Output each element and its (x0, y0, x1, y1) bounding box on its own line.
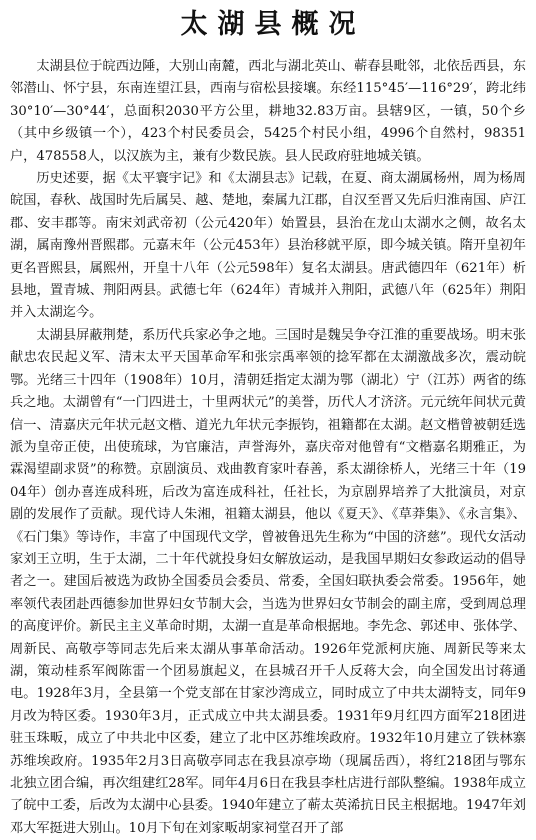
paragraph-location: 太湖县位于皖西边陲，大别山南麓，西北与湖北英山、蕲春县毗邻，北依岳西县，东邻潜山、怀宁县，东南连望江县，西南与宿松县接壤。东经115°45′—116°29′，跨北纬30°10′—30°44′，总面积2030平方公里，耕地32.83万亩。县辖9区，一镇，50个乡（其中乡级镇一个），423个村民委员会，5425个村民小组，4996个自然村，98351户，478558人，以汉族为主，兼有少数民族。县人民政府驻地城关镇。 (10, 59, 526, 164)
article-body (10, 56, 526, 840)
paragraph-history: 历史述要，据《太平寰宇记》和《太湖县志》记载，在夏、商太湖属杨州，周为杨周皖国，春秋、战国时先后属吴、越、楚地，秦属九江郡，自汉至晋又先后归淮南国、庐江郡、安丰郡等。南宋刘武帝初（公元420年）始置县，县治在龙山太湖水之侧，故名太湖，属南豫州晋熙郡。元嘉末年（公元453年）县治移就平原，即今城关镇。隋开皇初年更名晋熙县，属熙州，开皇十八年（公元598年）复名太湖县。唐武德四年（621年）析县地，置青城、荆阳两县。武德七年（624年）青城并入荆阳，武德八年（625年）荆阳并入太湖迄今。 (10, 171, 526, 321)
paragraph-military-and-people: 太湖县屏蔽荆楚，系历代兵家必争之地。三国时是魏吴争夺江淮的重要战场。明末张献忠农民起义军、清末太平天国革命军和张宗禹率领的捻军都在太湖激战多次，震动皖鄂。光绪三十四年（1908年）10月，清朝廷指定太湖为鄂（湖北）宁（江苏）两省的练兵之地。太湖曾有“一门四进士，十里两状元”的美誉，历代人才济济。元元统年间状元黄信一、清嘉庆元年状元赵文楷、道光九年状元李振钧，祖籍都在太湖。赵文楷曾被朝廷选派为皇帝正使，出使琉球，为官廉洁，声誉海外，嘉庆帝对他曾有“文楷嘉名期雅正，为霖渴望副求贤”的称赞。京剧演员、戏曲教育家叶春善，系太湖徐桥人，光绪三十年（1904年）创办喜连成科班，后改为富连成科社，任社长，为京剧界培养了大批演员，对京剧的发展作了贡献。现代诗人朱湘，祖籍太湖县，他以《夏天》、《草莽集》、《永言集》、《石门集》等诗作，丰富了中国现代文学，曾被鲁迅先生称为“中国的济慈”。现代女活动家刘王立明，生于太湖，二十年代就投身妇女解放运动，是我国早期妇女参政运动的倡导者之一。建国后被选为政协全国委员会委员、常委，全国妇联执委会常委。1956年，她率领代表团赴西德参加世界妇女节制大会，当选为世界妇女节制会的副主席，受到周总理的高度评价。新民主主义革命时期，太湖一直是革命根据地。李先念、郭述申、张体学、周新民、高敬亭等同志先后来太湖从事革命活动。1926年党派柯庆施、周新民等来太湖，策动桂系军阀陈雷一个团易旗起义，在县城召开千人反蒋大会，向全国发出讨蒋通电。1928年3月，全县第一个党支部在甘家沙湾成立，同时成立了中共太湖特支，同年9月改为特区委。1930年3月，正式成立中共太湖县委。1931年9月红四方面军218团进驻玉珠畈，成立了中共北中区委，建立了北中区苏维埃政府。1932年10月建立了铁林寨苏维埃政府。1935年2月3日高敬亭同志在我县凉亭坳（现属岳西），将红218团与鄂东北独立团合编，再次组建红28军。同年4月6日在我县李杜店进行部队整编。1938年成立了皖中工委，后改为太湖中心县委。1940年建立了蕲太英浠抗日民主根据地。1947年刘邓大军挺进大别山。10月下旬在刘家畈胡家祠堂召开了部 (10, 327, 526, 836)
page-title: 太湖县概况 (180, 9, 366, 40)
